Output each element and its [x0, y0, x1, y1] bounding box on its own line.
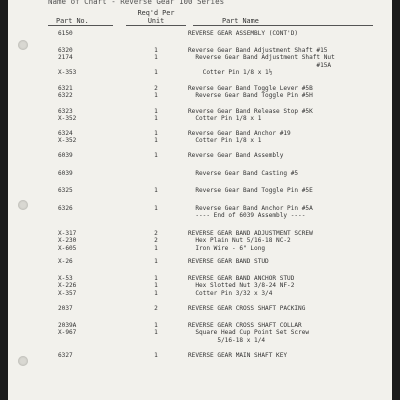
part-name: Reverse Gear Band Anchor #19 Cotter Pin 1/8 x 1 — [188, 130, 291, 145]
part-name: Reverse Gear Band Assembly — [188, 152, 284, 159]
quantity: 1 1 — [154, 108, 158, 123]
header-underline — [193, 25, 373, 26]
part-name: Reverse Gear Band Anchor Pin #5A ---- End of 6039 Assembly ---- — [195, 205, 313, 220]
quantity: 2 2 1 — [154, 230, 158, 252]
part-name: REVERSE GEAR MAIN SHAFT KEY — [188, 352, 288, 359]
part-name: REVERSE GEAR ASSEMBLY (CONT'D) — [188, 30, 299, 37]
binder-hole — [18, 356, 28, 366]
part-number: 6326 — [58, 205, 73, 212]
part-number: 6321 6322 — [58, 85, 73, 100]
document-page — [8, 0, 392, 400]
quantity: 2 — [154, 305, 158, 312]
part-number: X-26 — [58, 258, 73, 265]
part-name: Reverse Gear Band Toggle Lever #5B Reverse Gear Band Toggle Pin #5H — [188, 85, 313, 100]
quantity: 2 1 — [154, 85, 158, 100]
part-number: X-317 X-230 X-605 — [58, 230, 77, 252]
quantity: 1 — [154, 258, 158, 265]
part-name: REVERSE GEAR BAND ADJUSTMENT SCREW Hex Plain Nut 5/16-18 NC-2 Iron Wire - 6" Long — [188, 230, 313, 252]
header-underline — [48, 25, 113, 26]
part-number: 2039A X-967 — [58, 322, 77, 337]
part-number: 6324 X-352 — [58, 130, 77, 145]
quantity: 1 — [154, 352, 158, 359]
part-number: 6323 X-352 — [58, 108, 77, 123]
part-name: Reverse Gear Band Release Stop #5K Cotter Pin 1/8 x 1 — [188, 108, 313, 123]
part-name: Reverse Gear Band Casting #5 — [188, 170, 299, 177]
quantity: 1 1 1 — [154, 275, 158, 297]
column-header-part-no: Part No. — [56, 17, 89, 25]
quantity: 1 — [154, 152, 158, 159]
part-name: REVERSE GEAR BAND STUD — [188, 258, 269, 265]
part-number: 6150 — [58, 30, 73, 37]
header-strip: Name of Chart - Reverse Gear 100 Series — [48, 0, 225, 5]
part-number: X-53 X-226 X-357 — [58, 275, 77, 297]
part-name: REVERSE GEAR BAND ANCHOR STUD Hex Slotted Nut 3/8-24 NF-2 Cotter Pin 3/32 x 3/4 — [188, 275, 295, 297]
quantity: 1 — [154, 187, 158, 194]
part-number: 2037 — [58, 305, 73, 312]
part-name: Reverse Gear Band Adjustment Shaft #15 Reverse Gear Band Adjustment Shaft Nut #15A Cotter Pin 1/8 x 1½ — [188, 47, 335, 77]
header-underline — [126, 25, 186, 26]
part-number: 6327 — [58, 352, 73, 359]
part-number: 6039 — [58, 170, 73, 177]
quantity: 1 1 — [154, 130, 158, 145]
part-number: 6325 — [58, 187, 73, 194]
binder-hole — [18, 40, 28, 50]
quantity: 1 — [154, 205, 158, 212]
part-number: 6320 2174 X-353 — [58, 47, 77, 77]
column-header-required: Req'd Per Unit — [137, 9, 175, 25]
quantity: 1 1 — [154, 322, 158, 337]
part-name: REVERSE GEAR CROSS SHAFT PACKING — [188, 305, 306, 312]
part-name: Reverse Gear Band Toggle Pin #5E — [188, 187, 313, 194]
part-number: 6039 — [58, 152, 73, 159]
quantity: 1 1 1 — [154, 47, 158, 77]
binder-hole — [18, 200, 28, 210]
column-header-part-name: Part Name — [222, 17, 259, 25]
part-name: REVERSE GEAR CROSS SHAFT COLLAR Square Head Cup Point Set Screw 5/16-18 x 1/4 — [188, 322, 310, 344]
